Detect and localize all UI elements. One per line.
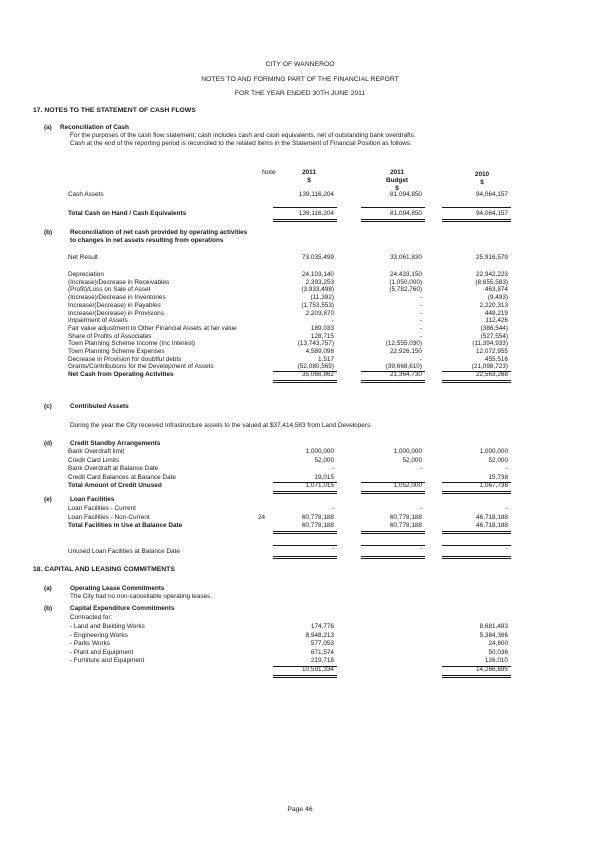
recon-row-2011: (3,933,498) xyxy=(301,286,334,294)
total-cash-budget: 81,094,850 xyxy=(390,210,422,217)
recon-row-2011: (11,392) xyxy=(310,294,334,302)
recon-row-budget: - xyxy=(419,355,422,363)
total-rule xyxy=(442,545,511,546)
recon-row-label: Share of Profits of Associates xyxy=(68,332,152,340)
recon-row-2011: (13,743,757) xyxy=(297,340,334,348)
col-2010-unit: $ xyxy=(480,179,484,186)
recon-row-2010: 12,072,955 xyxy=(476,348,508,355)
loan-total-2010: 46,718,188 xyxy=(476,522,508,529)
recon-row-label: Fair value adjustment to Other Financial Assets at fair value xyxy=(68,324,237,332)
credit-unused-budget: 1,052,000 xyxy=(393,482,422,489)
total-rule xyxy=(273,545,337,546)
recon-row-budget: - xyxy=(419,332,422,340)
commitment-row-label: - Engineering Works xyxy=(70,631,128,639)
col-budget-unit: $ xyxy=(395,185,399,192)
total-rule xyxy=(361,556,425,557)
recon-row-label: Depreciation xyxy=(68,271,104,278)
commitment-row-2010: 24,800 xyxy=(488,640,508,647)
loan-unused-budget: - xyxy=(419,545,422,552)
report-period: FOR THE YEAR ENDED 30TH JUNE 2011 xyxy=(234,90,366,97)
section-a-title: Reconciliation of Cash xyxy=(60,124,129,131)
total-rule xyxy=(273,380,337,381)
section-a-label: (a) xyxy=(44,124,52,131)
recon-row-2010: 2,220,313 xyxy=(479,301,508,309)
net-result-2010: 25,916,579 xyxy=(476,254,508,261)
recon-row-budget: (1,050,000) xyxy=(389,278,422,286)
col-note-header: Note xyxy=(262,169,276,176)
total-double-rule xyxy=(361,382,425,383)
recon-row-2011: 2,203,870 xyxy=(305,309,334,317)
net-cash-ops-budget: 21,364,730 xyxy=(390,371,422,379)
total-double-rule xyxy=(361,493,425,494)
recon-row-label: Increase/(Decrease) in Provisions xyxy=(68,309,164,317)
credit-unused-label: Total Amount of Credit Unused xyxy=(68,482,162,489)
net-cash-ops-2010: 22,563,268 xyxy=(476,371,508,379)
net-cash-ops-2011: 35,068,862 xyxy=(302,371,334,379)
credit-row-2011: 52,000 xyxy=(314,456,334,464)
total-rule xyxy=(361,545,425,546)
credit-row-2011: - xyxy=(331,465,334,472)
recon-row-2010: (11,394,933) xyxy=(472,340,508,348)
total-rule xyxy=(442,556,511,557)
recon-row-2010: (8,655,583) xyxy=(475,278,508,286)
net-result-label: Net Result xyxy=(68,254,98,261)
credit-row-2010: - xyxy=(505,465,508,472)
report-subtitle: NOTES TO AND FORMING PART OF THE FINANCIAL REPORT xyxy=(201,76,399,83)
loan-total-2011: 60,778,188 xyxy=(302,522,334,529)
loan-row-2011: - xyxy=(331,505,334,512)
recon-row-2010: 449,219 xyxy=(484,309,508,317)
commitment-row-2010: 5,384,366 xyxy=(479,631,508,639)
total-double-rule xyxy=(273,382,337,383)
section-e-title: Loan Facilities xyxy=(70,496,115,503)
recon-row-budget: (39,668,610) xyxy=(385,363,422,371)
recon-row-2011: 4,589,098 xyxy=(305,348,334,355)
loan-total-budget: 60,778,188 xyxy=(390,522,422,529)
total-rule xyxy=(361,380,425,381)
commitment-total-2011: 10,591,334 xyxy=(302,665,334,673)
total-double-rule xyxy=(273,493,337,494)
commitment-row-2011: 219,718 xyxy=(310,657,334,664)
commitment-row-label: - Furniture and Equipment xyxy=(70,657,145,664)
commitment-row-2011: 577,053 xyxy=(310,640,334,647)
total-rule xyxy=(273,531,337,532)
loan-row-label: Loan Facilities - Non-Current xyxy=(68,513,150,521)
page-number: Page 46 xyxy=(287,806,313,813)
commitment-row-label: - Parks Works xyxy=(70,640,111,647)
recon-row-budget: - xyxy=(419,317,422,325)
loan-row-2010: - xyxy=(505,505,508,512)
section-b-title1: Reconciliation of net cash provided by operating activities xyxy=(70,229,248,236)
col-2011-unit: $ xyxy=(307,177,311,184)
recon-row-2011: 189,033 xyxy=(310,324,334,332)
recon-row-2011: 24,103,140 xyxy=(302,271,334,278)
total-rule xyxy=(442,207,511,208)
recon-row-2011: - xyxy=(331,317,334,325)
total-double-rule xyxy=(442,493,511,494)
contracted-for-label: Contracted for: xyxy=(70,614,113,621)
cash-assets-label: Cash Assets xyxy=(68,191,104,198)
commit-total-double-rule xyxy=(273,677,337,678)
total-rule xyxy=(361,207,425,208)
cash-assets-2011: 139,116,204 xyxy=(298,191,334,198)
recon-row-2011: (52,080,565) xyxy=(297,363,334,371)
loan-row-budget: - xyxy=(419,505,422,512)
section-e-label: (e) xyxy=(44,496,52,503)
commitment-row-2011: 8,948,213 xyxy=(305,631,334,639)
section-d-label: (d) xyxy=(44,440,53,447)
commitment-row-2011: 671,574 xyxy=(310,648,334,656)
credit-row-budget: 1,000,000 xyxy=(393,448,422,455)
loan-unused-2010: - xyxy=(505,545,508,552)
section-c-text: During the year the City received Infrastructure assets to the valued at $37,414,583 from Land Developers. xyxy=(70,422,372,429)
total-double-rule xyxy=(442,382,511,383)
note17-title: 17. NOTES TO THE STATEMENT OF CASH FLOWS xyxy=(33,107,196,114)
loan-row-label: Loan Facilities - Current xyxy=(68,505,136,512)
total-rule xyxy=(273,491,337,492)
section-a-para2: Cash at the end of the reporting period is reconciled to the related items in the Statement of Financial Position as follows: xyxy=(70,140,412,147)
recon-row-label: (Increase)/Decrease in Inventories xyxy=(68,294,166,302)
recon-row-2011: 1,517 xyxy=(318,355,334,363)
credit-row-label: Credit Card Limits xyxy=(68,456,120,464)
n18-section-a-label: (a) xyxy=(44,585,52,592)
credit-row-label: Bank Overdraft limit xyxy=(68,448,125,455)
total-double-rule xyxy=(273,558,337,559)
note18-title: 18. CAPITAL AND LEASING COMMITMENTS xyxy=(33,566,175,573)
total-cash-label: Total Cash on Hand / Cash Equivalents xyxy=(68,210,187,217)
recon-row-label: Increase/(Decrease) in Payables xyxy=(68,301,161,309)
total-double-rule xyxy=(273,221,337,222)
recon-row-label: (Profit)/Loss on Sale of Asset xyxy=(68,286,151,294)
total-rule xyxy=(442,491,511,492)
credit-row-2010: 1,000,000 xyxy=(479,448,508,455)
net-cash-ops-label: Net Cash from Operating Activities xyxy=(68,371,174,379)
recon-row-2010: (9,493) xyxy=(487,294,508,302)
total-rule xyxy=(273,219,337,220)
total-rule xyxy=(273,556,337,557)
credit-row-budget: 52,000 xyxy=(402,456,422,464)
org-title: CITY OF WANNEROO xyxy=(265,61,335,68)
recon-row-budget: 22,926,150 xyxy=(390,348,422,355)
credit-row-2010: 15,738 xyxy=(488,473,508,481)
commitment-total-2010: 14,266,695 xyxy=(476,665,508,673)
recon-row-2010: 463,874 xyxy=(484,286,508,294)
total-rule xyxy=(442,219,511,220)
recon-row-budget: - xyxy=(419,294,422,302)
section-a-para1: For the purposes of the cash flow statement, cash includes cash and cash equivalents, net of outstanding bank overdrafts. xyxy=(70,132,416,139)
col-budget-header: 2011 xyxy=(390,169,404,176)
credit-row-label: Credit Card Balances at Balance Date xyxy=(68,473,176,481)
recon-row-2011: (1,753,553) xyxy=(301,301,334,309)
recon-row-2010: (21,098,723) xyxy=(471,363,508,371)
total-rule xyxy=(442,531,511,532)
commit-total-double-rule xyxy=(442,675,511,676)
total-rule xyxy=(361,219,425,220)
recon-row-label: Grants/Contributions for the Development of Assets xyxy=(68,363,214,371)
col-budget-sub: Budget xyxy=(385,177,409,184)
total-rule xyxy=(273,207,337,208)
section-c-title: Contributed Assets xyxy=(70,403,129,410)
loan-row-2011: 60,778,188 xyxy=(302,513,334,521)
col-2010-header: 2010 xyxy=(474,171,490,178)
n18-section-b-title: Capital Expenditure Commitments xyxy=(70,605,175,612)
total-rule xyxy=(361,531,425,532)
section-b-title2: to changes in net assets resulting from operations xyxy=(70,237,224,244)
commitment-row-2010: 8,681,483 xyxy=(479,623,508,630)
total-double-rule xyxy=(361,221,425,222)
recon-row-2010: 455,516 xyxy=(484,355,508,363)
total-double-rule xyxy=(361,533,425,534)
loan-row-note: 24 xyxy=(258,513,266,521)
n18-section-b-label: (b) xyxy=(44,605,53,612)
n18-section-a-text: The City had no non-cancellable operating leases. xyxy=(70,593,213,600)
total-double-rule xyxy=(442,533,511,534)
recon-row-2010: 112,426 xyxy=(485,317,508,325)
credit-row-label: Bank Overdraft at Balance Date xyxy=(68,465,159,472)
commitment-row-2011: 174,776 xyxy=(310,623,334,630)
total-rule xyxy=(361,491,425,492)
col-2011-header: 2011 xyxy=(302,169,316,176)
recon-row-budget: - xyxy=(419,301,422,309)
credit-row-2011: 19,015 xyxy=(314,473,334,481)
credit-unused-2011: 1,071,015 xyxy=(305,482,334,489)
net-result-2011: 73,035,499 xyxy=(302,254,334,261)
recon-row-budget: (12,555,030) xyxy=(385,340,422,348)
recon-row-label: (Increase)/Decrease in Receivables xyxy=(68,278,170,286)
loan-total-label: Total Facilities in Use at Balance Date xyxy=(68,522,183,529)
recon-row-budget: - xyxy=(419,324,422,332)
section-c-label: (c) xyxy=(44,403,52,410)
recon-row-label: Impairment of Assets xyxy=(68,317,128,325)
commitment-row-label: - Plant and Equipment xyxy=(70,648,134,656)
credit-unused-2010: 1,067,738 xyxy=(479,482,508,489)
net-result-budget: 33,061,830 xyxy=(390,254,422,261)
credit-row-budget: - xyxy=(419,465,422,472)
recon-row-budget: - xyxy=(419,309,422,317)
total-double-rule xyxy=(442,558,511,559)
recon-row-2011: 2,393,253 xyxy=(305,278,334,286)
section-d-title: Credit Standby Arrangements xyxy=(70,440,161,447)
cash-assets-2010: 94,064,157 xyxy=(476,191,508,198)
loan-row-budget: 60,778,188 xyxy=(390,513,422,521)
credit-row-2010: 52,000 xyxy=(488,456,508,464)
recon-row-2010: 22,942,223 xyxy=(476,271,508,278)
recon-row-2010: (527,554) xyxy=(480,332,508,340)
total-double-rule xyxy=(273,533,337,534)
recon-row-label: Town Planning Scheme Income (Inc Interest) xyxy=(68,340,196,348)
total-double-rule xyxy=(442,221,511,222)
total-cash-2010: 94,064,157 xyxy=(476,210,508,217)
commitment-row-label: - Land and Building Works xyxy=(70,623,145,630)
recon-row-label: Town Planning Scheme Expenses xyxy=(68,348,165,355)
commitment-row-2010: 126,010 xyxy=(484,657,508,664)
total-double-rule xyxy=(361,558,425,559)
cash-assets-budget: 81,094,850 xyxy=(390,191,422,198)
loan-unused-label: Unused Loan Facilities at Balance Date xyxy=(68,548,180,555)
recon-row-budget: (5,782,760) xyxy=(389,286,422,294)
commit-total-double-rule xyxy=(273,675,337,676)
commitment-row-2010: 50,036 xyxy=(488,648,508,656)
section-b-label: (b) xyxy=(44,229,53,236)
total-rule xyxy=(442,380,511,381)
recon-row-label: Decrease in Provision for doubtful debts xyxy=(68,355,182,363)
commit-total-double-rule xyxy=(442,677,511,678)
credit-row-2011: 1,000,000 xyxy=(305,448,334,455)
recon-row-budget: 24,433,150 xyxy=(390,271,422,278)
recon-row-2010: (386,544) xyxy=(480,324,508,332)
loan-row-2010: 46,718,188 xyxy=(476,513,508,521)
recon-row-2011: 128,715 xyxy=(310,332,334,340)
n18-section-a-title: Operating Lease Commitments xyxy=(70,585,165,592)
loan-unused-2011: - xyxy=(331,545,334,552)
total-cash-2011: 139,116,204 xyxy=(298,210,334,217)
